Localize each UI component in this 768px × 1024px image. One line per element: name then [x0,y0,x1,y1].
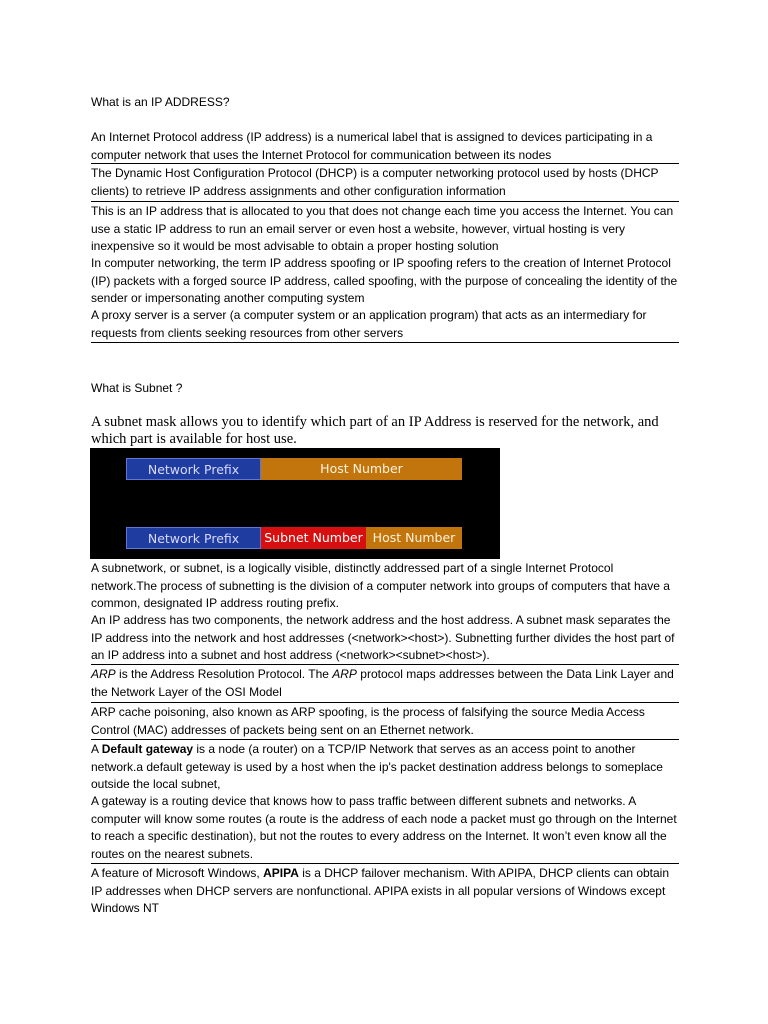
heading-what-is-subnet: What is Subnet ? [91,381,183,395]
subnet-mask-intro: A subnet mask allows you to identify which part of an IP Address is reserved for the network, and which part is available for host use. [91,414,659,447]
subnetwork-definition: A subnetwork, or subnet, is a logically visible, distinctly addressed part of a single Internet Protocol network.The process of subnetting is the division of a computer network into groups of computers that have a common, designated IP address routing prefix. [91,561,670,610]
dhcp-definition: The Dynamic Host Configuration Protocol (DHCP) is a computer networking protocol used by hosts (DHCP clients) to retrieve IP address assignments and other configuration information [91,166,659,198]
subnet-number-cell: Subnet Number [261,527,366,549]
divider [91,664,679,665]
ip-address-definition: An Internet Protocol address (IP address) is a numerical label that is assigned to devices participating in a computer network that uses the Internet Protocol for communication between its nodes [91,130,653,162]
divider [91,342,679,343]
default-gateway-term: Default gateway [101,742,194,756]
network-prefix-cell: Network Prefix [126,527,261,549]
arp-text: is the Address Resolution Protocol. The [115,667,333,681]
arp-definition [91,666,679,701]
arp-text: protocol maps addresses between the Data Link Layer and the Network Layer of the OSI Model [91,667,674,699]
subnet-diagram [90,448,500,559]
default-gateway-definition [91,741,679,794]
arp-poisoning-definition: ARP cache poisoning, also known as ARP spoofing, is the process of falsifying the source Media Access Control (MAC) addresses of packets being sent on an Ethernet network. [91,705,645,737]
arp-term: ARP [332,667,357,681]
divider [91,201,679,202]
arp-term: ARP [91,667,116,681]
heading-what-is-ip-address: What is an IP ADDRESS? [91,95,230,109]
ip-components-paragraph: An IP address has two components, the network address and the host address. A subnet mask separates the IP address into the network and host addresses (<network><host>). Subnetting further divides the host part of an IP address into a subnet and host address (<network><subnet><host>). [91,613,675,662]
network-prefix-cell: Network Prefix [126,458,261,480]
host-number-cell: Host Number [366,527,462,549]
ip-spoofing-definition: In computer networking, the term IP address spoofing or IP spoofing refers to the creation of Internet Protocol (IP) packets with a forged source IP address, called spoofing, with the purpose of concealing the identity of the sender or impersonating another computing system [91,256,678,305]
apipa-definition [91,865,679,918]
apipa-prefix: A feature of Microsoft Windows, [91,866,264,880]
gateway-text: is a node (a router) on a TCP/IP Network that serves as an access point to another network.a default geteway is used by a host when the ip's packet destination address belongs to someplace outside the local subnet, [91,742,663,791]
gateway-definition: A gateway is a routing device that knows how to pass traffic between different subnets and networks. A computer will know some routes (a route is the address of each node a packet must go through on the Internet to reach a specific destination), but not the routes to every address on the Internet. It won’t even know all the routes on the nearest subnets. [91,794,677,861]
apipa-text: is a DHCP failover mechanism. With APIPA, DHCP clients can obtain IP addresses when DHCP servers are nonfunctional. APIPA exists in all popular versions of Windows except Windows NT [91,866,670,915]
divider [91,163,679,164]
host-number-cell: Host Number [261,458,462,480]
static-ip-definition: This is an IP address that is allocated to you that does not change each time you access the Internet. You can use a static IP address to run an email server or even host a website, however, virtual hosting is very inexpensive so it would be most advisable to obtain a proper hosting solution [91,204,674,253]
divider [91,739,679,740]
apipa-term: APIPA [263,866,299,880]
proxy-server-definition: A proxy server is a server (a computer system or an application program) that acts as an intermediary for requests from clients seeking resources from other servers [91,308,647,340]
divider [91,702,679,703]
gateway-prefix: A [91,742,102,756]
divider [91,863,679,864]
